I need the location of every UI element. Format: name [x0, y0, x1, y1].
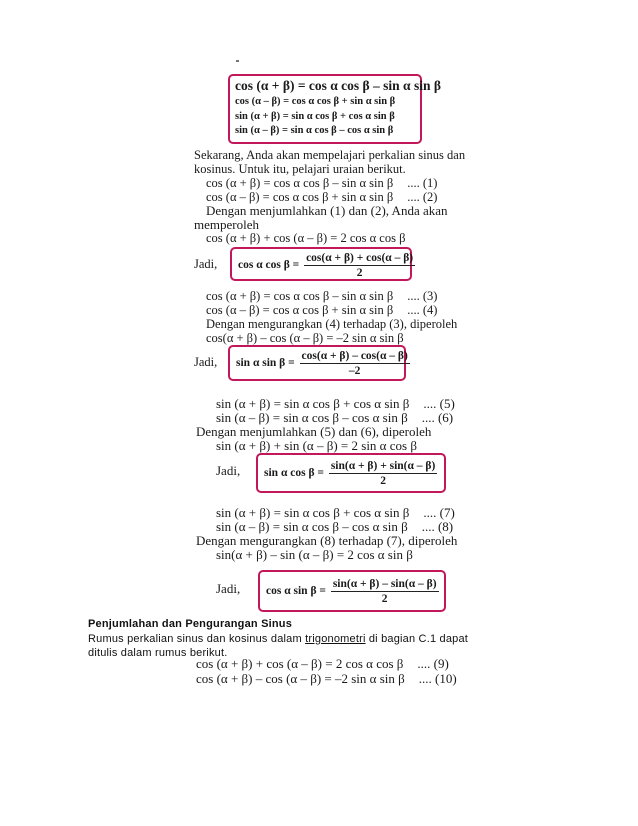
- identity-cos-diff: cos (α – β) = cos α cos β + sin α sin β: [235, 96, 396, 107]
- equation-tag: .... (4): [407, 303, 438, 317]
- product-formula: sin α sin β = $\frac{\cos(\alpha + \beta) - \cos(\alpha - \beta)}{-2}$: [236, 350, 408, 377]
- jadi-label: Jadi,: [194, 355, 218, 369]
- product-formula: sin α cos β = $\frac{\sin(\alpha + \beta) + \sin(\alpha - \beta)}{2}$: [264, 460, 436, 487]
- equation-6: sin (α – β) = sin α cos β – cos α sin β .... (6): [216, 410, 454, 425]
- fraction-denominator: 2: [380, 475, 386, 487]
- result-line: sin(α + β) – sin (α – β) = 2 cos α sin β: [216, 547, 413, 562]
- identity-sin-sum: sin (α + β) = sin α cos β + cos α sin β: [235, 111, 395, 122]
- result-line: sin (α + β) + sin (α – β) = 2 sin α cos β: [216, 438, 417, 453]
- identity-sin-diff: sin (α – β) = sin α cos β – cos α sin β: [235, 125, 394, 136]
- fraction-numerator: cos(α + β) – cos(α – β): [301, 350, 408, 362]
- fraction-numerator: sin(α + β) + sin(α – β): [330, 460, 436, 472]
- equation-tag: .... (6): [421, 410, 454, 425]
- equation-7: sin (α + β) = sin α cos β + cos α sin β .... (7): [216, 505, 455, 520]
- jadi-label: Jadi,: [216, 463, 241, 478]
- fraction-numerator: sin(α + β) – sin(α – β): [332, 578, 437, 590]
- equation-2: cos (α – β) = cos α cos β + sin α sin β .... (2): [206, 190, 438, 204]
- intro-line-1: Sekarang, Anda akan mempelajari perkalian sinus dan: [194, 148, 466, 162]
- fraction-numerator: cos(α + β) + cos(α – β): [306, 252, 414, 264]
- identity-box: [228, 74, 441, 144]
- formula-box: [230, 247, 412, 281]
- equation-10: cos (α + β) – cos (α – β) = –2 sin α sin β .... (10): [196, 671, 457, 686]
- formula-box: [258, 570, 446, 612]
- equation-4: cos (α – β) = cos α cos β + sin α sin β .... (4): [206, 303, 438, 317]
- equation-tag: .... (3): [407, 289, 438, 303]
- equation-tag: .... (2): [407, 190, 438, 204]
- text-line: memperoleh: [194, 217, 259, 232]
- jadi-label: Jadi,: [216, 581, 241, 596]
- fraction-denominator: 2: [356, 267, 363, 279]
- product-formula: cos α sin β = $\frac{\sin(\alpha + \beta) - \sin(\alpha - \beta)}{2}$: [266, 578, 437, 605]
- trigonometri-link[interactable]: trigonometri: [305, 633, 366, 645]
- identity-cos-sum: cos (α + β) = cos α cos β – sin α sin β: [235, 78, 441, 93]
- equation-8: sin (α – β) = sin α cos β – cos α sin β .... (8): [216, 519, 454, 534]
- text-line: Dengan menjumlahkan (1) dan (2), Anda akan: [206, 203, 448, 218]
- text-line: Dengan mengurangkan (8) terhadap (7), diperoleh: [196, 533, 458, 548]
- equation-tag: .... (7): [423, 505, 455, 520]
- intro-line-2: kosinus. Untuk itu, pelajari uraian berikut.: [194, 162, 406, 176]
- formula-box: [256, 453, 446, 493]
- result-line: cos (α + β) + cos (α – β) = 2 cos α cos β: [206, 231, 406, 245]
- result-line: cos(α + β) – cos (α – β) = –2 sin α sin β: [206, 331, 404, 345]
- fraction-denominator: 2: [381, 593, 388, 605]
- fraction-denominator: –2: [348, 365, 361, 377]
- product-formula: cos α cos β = $\frac{\cos(\alpha + \beta) + \cos(\alpha - \beta)}{2}$: [238, 252, 414, 279]
- equation-tag: .... (10): [418, 671, 457, 686]
- equation-tag: .... (9): [417, 656, 449, 671]
- equation-tag: .... (8): [421, 519, 454, 534]
- jadi-label: Jadi,: [194, 257, 218, 271]
- equation-tag: .... (1): [407, 176, 438, 190]
- text-line: Dengan mengurangkan (4) terhadap (3), diperoleh: [206, 317, 458, 331]
- section-body-line-2: ditulis dalam rumus berikut.: [88, 647, 228, 659]
- equation-tag: .... (5): [423, 396, 455, 411]
- section-body-line-1: Rumus perkalian sinus dan kosinus dalam trigonometri di bagian C.1 dapat: [88, 633, 469, 645]
- equation-5: sin (α + β) = sin α cos β + cos α sin β .... (5): [216, 396, 455, 411]
- section-heading: Penjumlahan dan Pengurangan Sinus: [88, 618, 293, 630]
- scan-mark: [236, 60, 239, 62]
- formula-box: [228, 345, 406, 381]
- text-line: Dengan menjumlahkan (5) dan (6), diperoleh: [196, 424, 432, 439]
- equation-3: cos (α + β) = cos α cos β – sin α sin β .... (3): [206, 289, 438, 303]
- equation-9: cos (α + β) + cos (α – β) = 2 cos α cos β .... (9): [196, 656, 449, 671]
- equation-1: cos (α + β) = cos α cos β – sin α sin β .... (1): [206, 176, 438, 190]
